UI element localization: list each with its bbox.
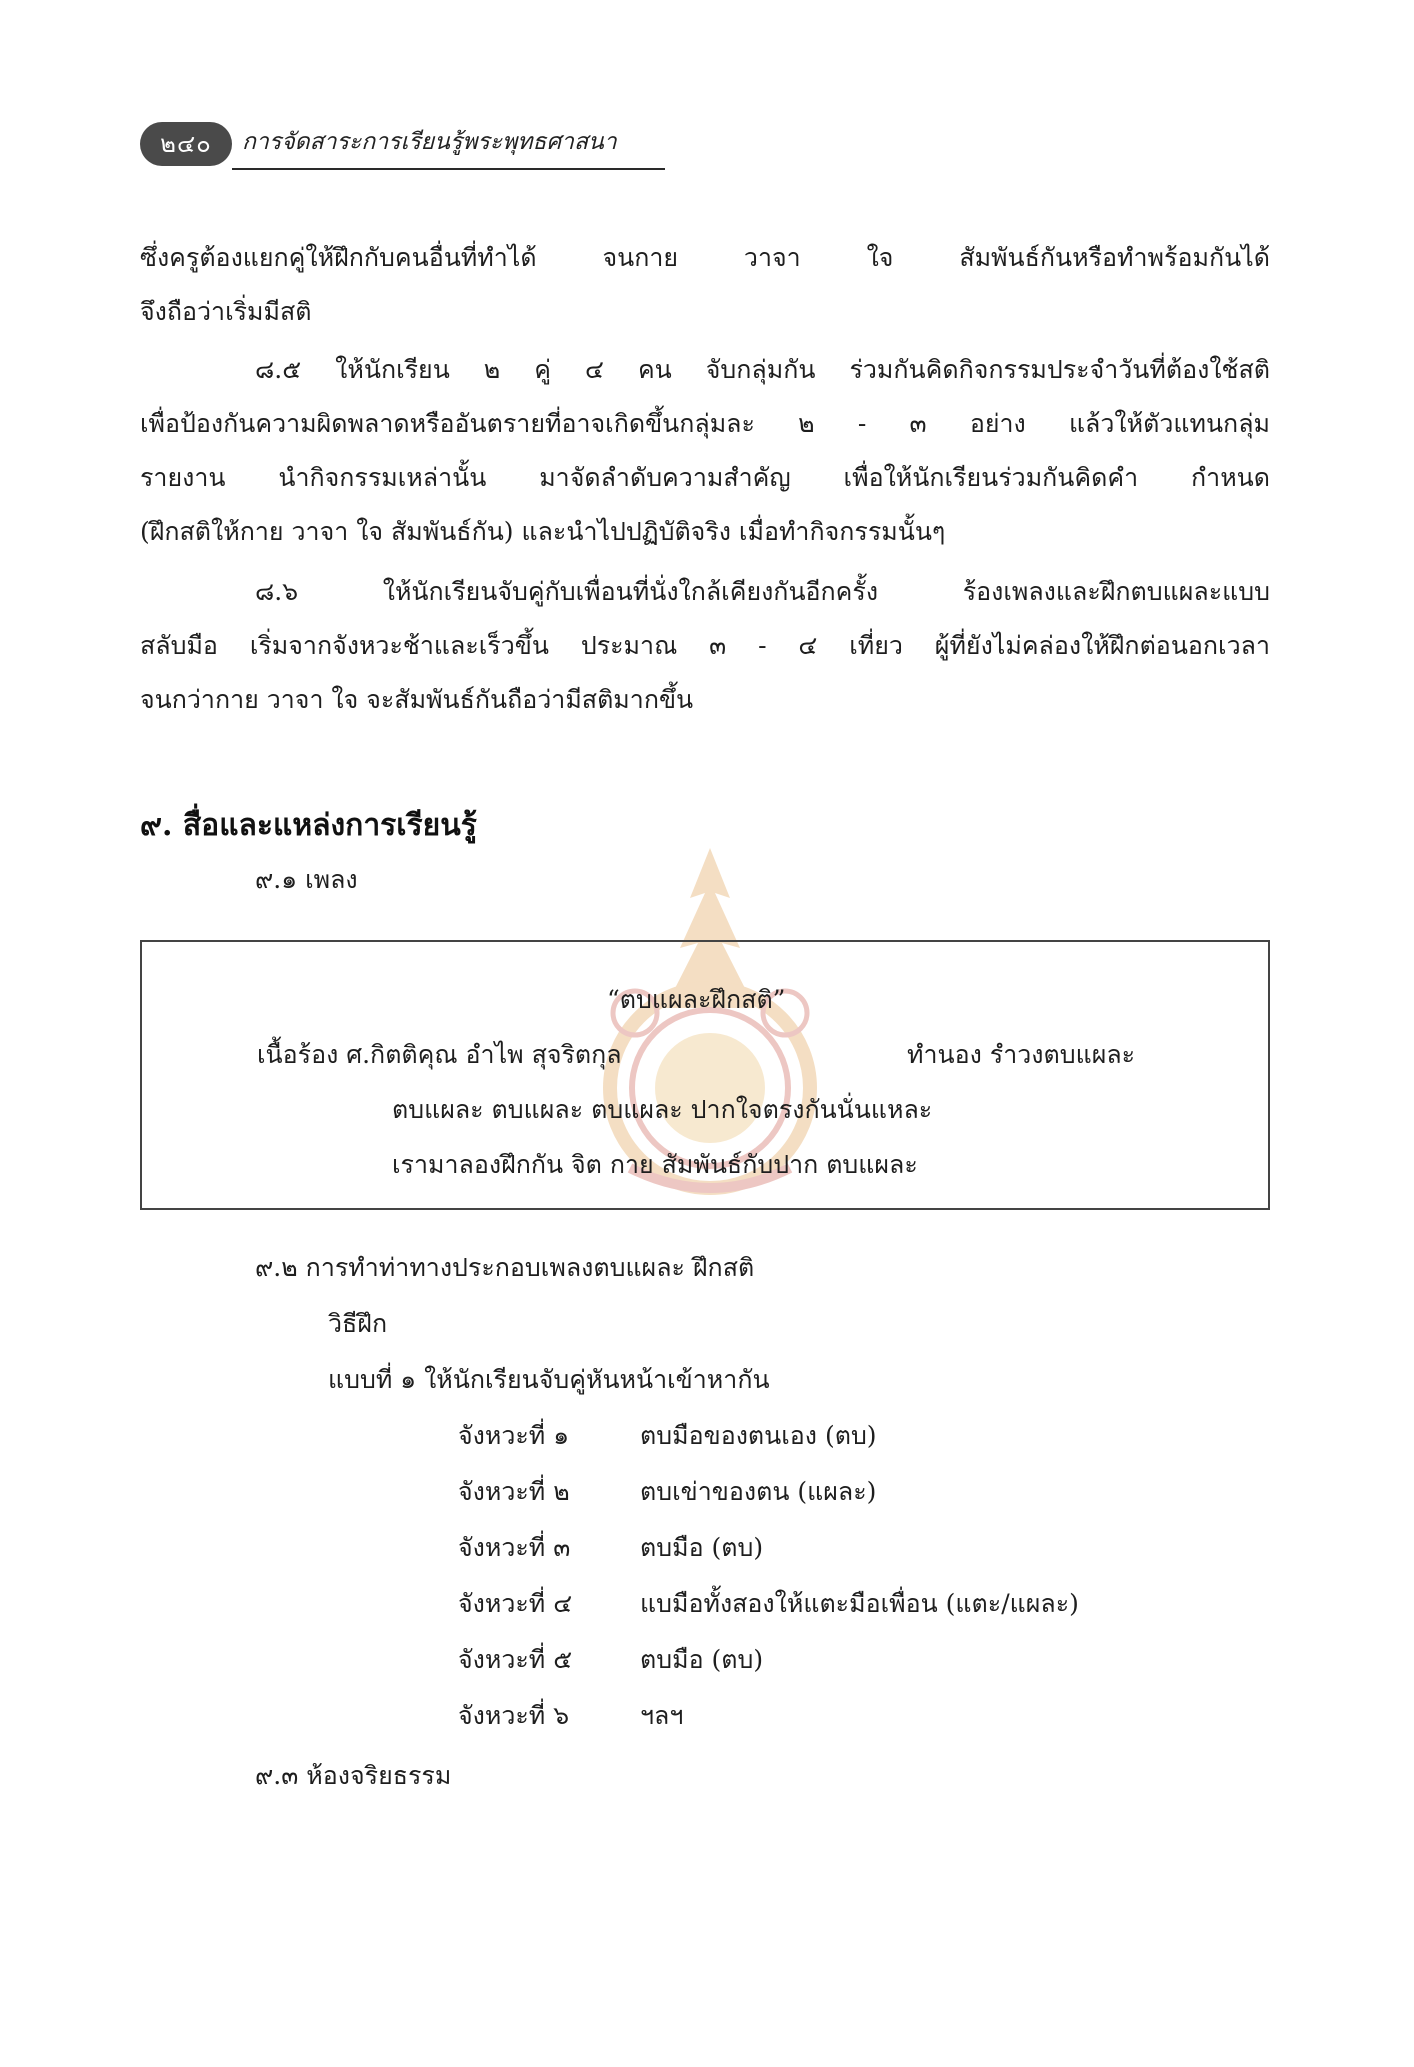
beat-label: จังหวะที่ ๔ <box>458 1589 573 1618</box>
beat-text: ตบเข่าของตน (แผละ) <box>640 1477 877 1506</box>
beat-label: จังหวะที่ ๖ <box>458 1701 570 1730</box>
running-header <box>140 118 665 170</box>
body-line: ๘.๕ ให้นักเรียน ๒ คู่ ๔ คน จับกลุ่มกัน ร่วมกันคิดกิจกรรมประจำวันที่ต้องใช้สติ <box>255 355 1270 384</box>
beat-label: จังหวะที่ ๓ <box>458 1533 571 1562</box>
song-title: “ตบแผละฝึกสติ” <box>607 985 786 1014</box>
song-box <box>140 940 1270 1210</box>
body-line: จึงถือว่าเริ่มมีสติ <box>140 297 312 326</box>
sub-item-ethics-room: ๙.๓ ห้องจริยธรรม <box>255 1761 452 1790</box>
beat-text: ฯลฯ <box>640 1701 684 1730</box>
beat-label: จังหวะที่ ๒ <box>458 1477 570 1506</box>
song-credit-lyrics: เนื้อร้อง ศ.กิตติคุณ อำไพ สุจริตกุล <box>257 1040 622 1069</box>
section-heading: ๙. สื่อและแหล่งการเรียนรู้ <box>140 808 477 843</box>
beat-label: จังหวะที่ ๕ <box>458 1645 573 1674</box>
page-number-badge: ๒๔๐ <box>140 122 232 166</box>
body-line: รายงาน นำกิจกรรมเหล่านั้น มาจัดลำดับความสำคัญ เพื่อให้นักเรียนร่วมกันคิดคำ กำหนด <box>140 463 1270 492</box>
beat-text: ตบมือ (ตบ) <box>640 1533 764 1562</box>
running-title: การจัดสาระการเรียนรู้พระพุทธศาสนา <box>242 129 617 155</box>
song-credit-melody: ทำนอง รำวงตบแผละ <box>907 1040 1136 1069</box>
body-line: (ฝึกสติให้กาย วาจา ใจ สัมพันธ์กัน) และนำไปปฏิบัติจริง เมื่อทำกิจกรรมนั้นๆ <box>140 517 946 546</box>
beat-text: แบมือทั้งสองให้แตะมือเพื่อน (แตะ/แผละ) <box>640 1589 1079 1618</box>
body-line: ๘.๖ ให้นักเรียนจับคู่กับเพื่อนที่นั่งใกล้เคียงกันอีกครั้ง ร้องเพลงและฝึกตบแผละแบบ <box>255 577 1270 606</box>
beat-label: จังหวะที่ ๑ <box>458 1421 570 1450</box>
song-lyric-line: ตบแผละ ตบแผละ ตบแผละ ปากใจตรงกันนั่นแหละ <box>392 1095 933 1124</box>
sub-item-gestures: ๙.๒ การทำท่าทางประกอบเพลงตบแผละ ฝึกสติ <box>255 1253 755 1282</box>
body-line: เพื่อป้องกันความผิดพลาดหรืออันตรายที่อาจเกิดขึ้นกลุ่มละ ๒ - ๓ อย่าง แล้วให้ตัวแทนกลุ่ม <box>140 409 1270 438</box>
header-rule <box>232 168 665 170</box>
song-lyric-line: เรามาลองฝึกกัน จิต กาย สัมพันธ์กับปาก ตบแผละ <box>392 1150 918 1179</box>
body-line: ซึ่งครูต้องแยกคู่ให้ฝึกกับคนอื่นที่ทำได้ จนกาย วาจา ใจ สัมพันธ์กันหรือทำพร้อมกันได้ <box>140 243 1270 272</box>
method-label: วิธีฝึก <box>328 1309 388 1338</box>
pattern-line: แบบที่ ๑ ให้นักเรียนจับคู่หันหน้าเข้าหากัน <box>328 1365 770 1394</box>
sub-item-song: ๙.๑ เพลง <box>255 865 358 894</box>
beat-text: ตบมือ (ตบ) <box>640 1645 764 1674</box>
body-line: จนกว่ากาย วาจา ใจ จะสัมพันธ์กันถือว่ามีสติมากขึ้น <box>140 685 694 714</box>
beat-text: ตบมือของตนเอง (ตบ) <box>640 1421 877 1450</box>
body-line: สลับมือ เริ่มจากจังหวะช้าและเร็วขึ้น ประมาณ ๓ - ๔ เที่ยว ผู้ที่ยังไม่คล่องให้ฝึกต่อนอกเวลา <box>140 631 1270 660</box>
